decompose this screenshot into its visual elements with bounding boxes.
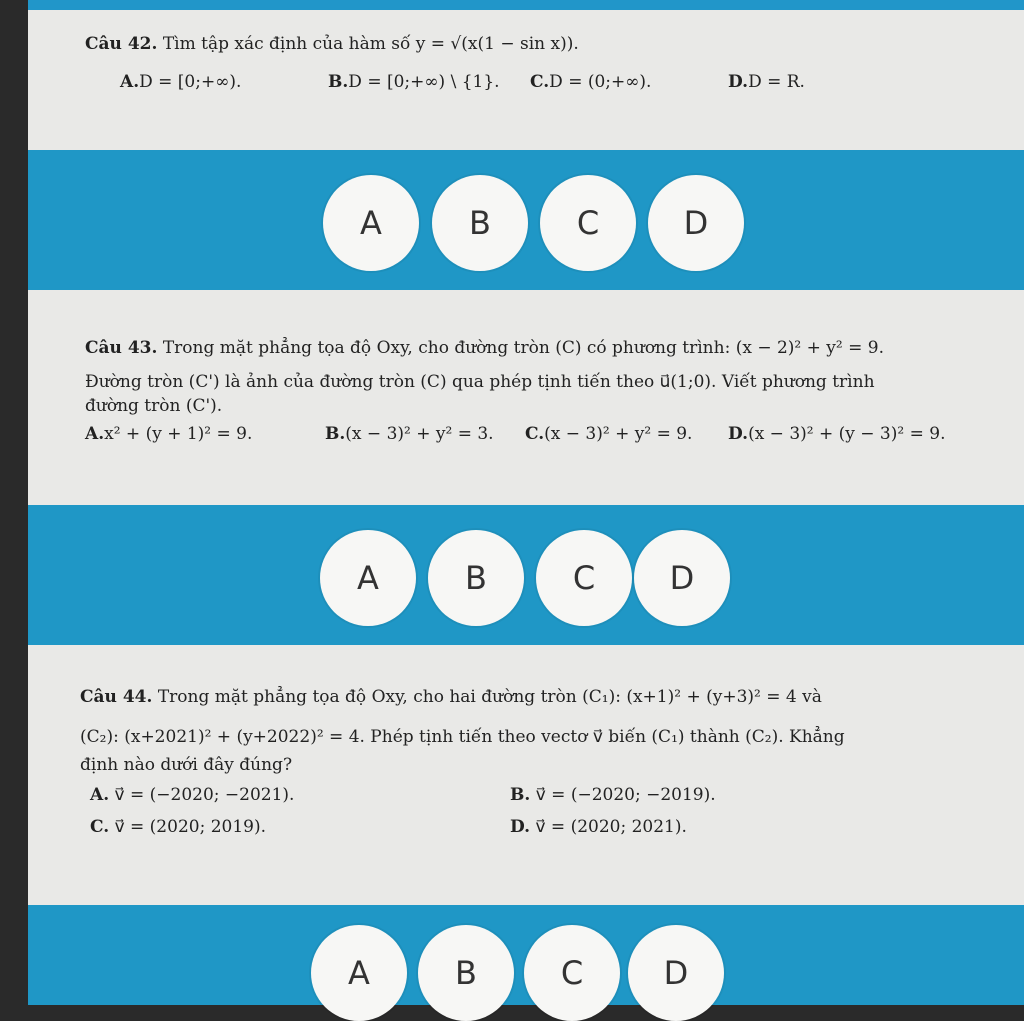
question-43	[28, 300, 1024, 505]
q43-text-3: đường tròn (C').	[85, 396, 223, 416]
answer-button-b[interactable]: B	[418, 925, 514, 1021]
answer-band-44	[28, 905, 1024, 1005]
q43-title: Câu 43.	[85, 338, 158, 358]
q43-option-b: B.(x − 3)² + y² = 3.	[325, 424, 494, 444]
q44-text-2: (C₂): (x+2021)² + (y+2022)² = 4. Phép tịnh tiến theo vectơ v⃗ biến (C₁) thành (C₂). Khẳng	[80, 727, 845, 747]
answer-button-b[interactable]: B	[428, 530, 524, 626]
q44-text-3: định nào dưới đây đúng?	[80, 755, 293, 775]
answer-button-c[interactable]: C	[524, 925, 620, 1021]
page	[28, 0, 1024, 1005]
q42-title: Câu 42.	[85, 34, 158, 54]
q44-title: Câu 44.	[80, 687, 153, 707]
q43-option-d: D.(x − 3)² + (y − 3)² = 9.	[728, 424, 946, 444]
q42-option-c: C.D = (0;+∞).	[530, 72, 652, 92]
q42-option-a: A.D = [0;+∞).	[120, 72, 242, 92]
answer-button-a[interactable]: A	[311, 925, 407, 1021]
answer-band-43	[28, 505, 1024, 645]
answer-button-d[interactable]: D	[648, 175, 744, 271]
answer-button-d[interactable]: D	[634, 530, 730, 626]
answer-button-d[interactable]: D	[628, 925, 724, 1021]
answer-band-42	[28, 150, 1024, 290]
q44-option-d: D. v⃗ = (2020; 2021).	[510, 817, 687, 837]
answer-button-b[interactable]: B	[432, 175, 528, 271]
q43-text-1: Trong mặt phẳng tọa độ Oxy, cho đường tròn (C) có phương trình: (x − 2)² + y² = 9.	[162, 338, 884, 358]
q43-text-2: Đường tròn (C') là ảnh của đường tròn (C) qua phép tịnh tiến theo u⃗(1;0). Viết phương trình	[85, 372, 875, 392]
q42-text: Tìm tập xác định của hàm số y = √(x(1 − sin x)).	[162, 34, 579, 54]
q43-option-c: C.(x − 3)² + y² = 9.	[525, 424, 693, 444]
q42-option-b: B.D = [0;+∞) \ {1}.	[328, 72, 500, 92]
q44-option-a: A. v⃗ = (−2020; −2021).	[90, 785, 295, 805]
question-44	[28, 655, 1024, 905]
answer-button-c[interactable]: C	[536, 530, 632, 626]
q43-option-a: A.x² + (y + 1)² = 9.	[85, 424, 253, 444]
q44-option-b: B. v⃗ = (−2020; −2019).	[510, 785, 716, 805]
answer-button-c[interactable]: C	[540, 175, 636, 271]
answer-button-a[interactable]: A	[323, 175, 419, 271]
answer-button-a[interactable]: A	[320, 530, 416, 626]
q44-option-c: C. v⃗ = (2020; 2019).	[90, 817, 267, 837]
question-42	[28, 0, 1024, 150]
q42-option-d: D.D = R.	[728, 72, 805, 92]
q44-text-1: Trong mặt phẳng tọa độ Oxy, cho hai đường tròn (C₁): (x+1)² + (y+3)² = 4 và	[157, 687, 822, 707]
